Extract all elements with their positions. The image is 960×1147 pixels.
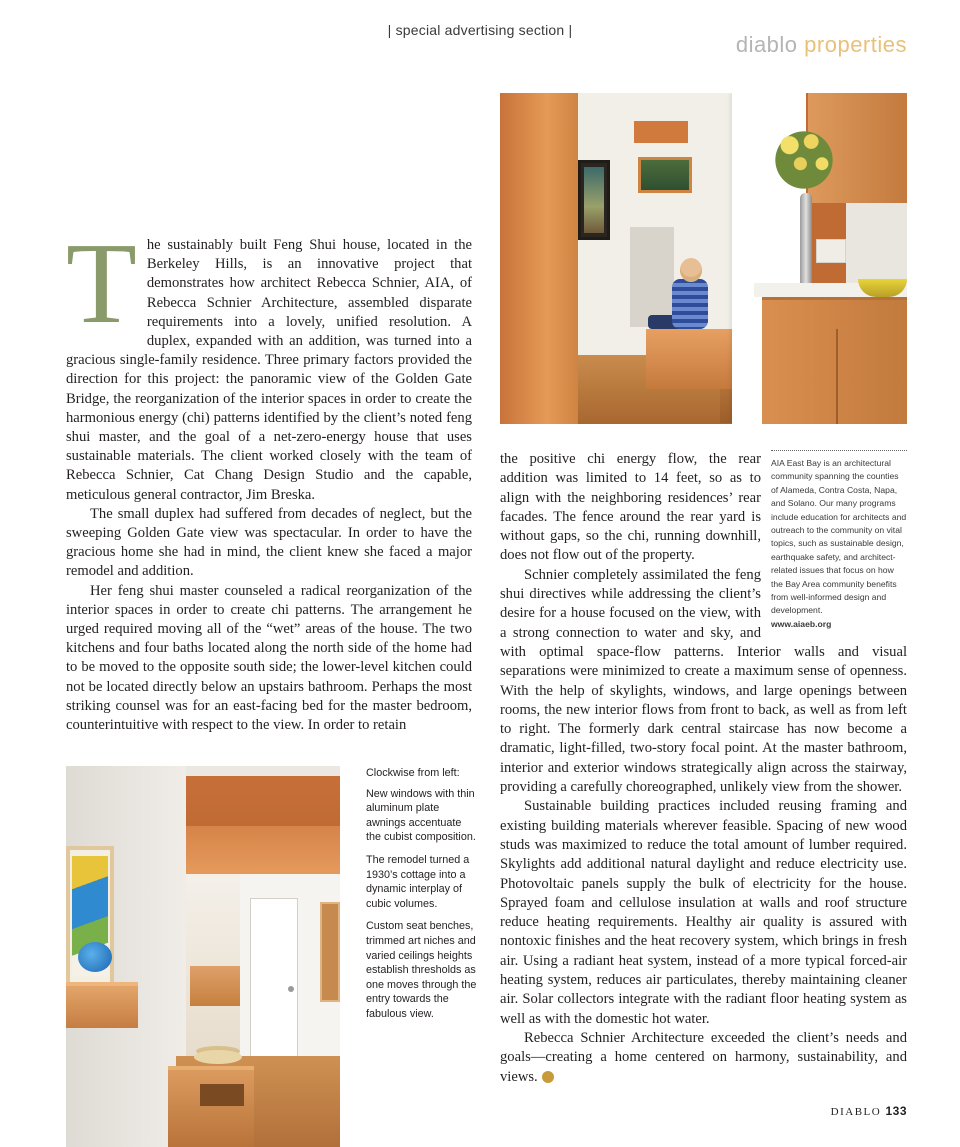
end-mark-icon: D [542, 1071, 554, 1083]
photo-ceiling-soffit [186, 826, 340, 874]
drop-cap: T [66, 220, 137, 348]
photo-staircase-interior [500, 93, 907, 424]
folio-magazine: DIABLO [830, 1106, 882, 1118]
photo-cabinet-seam [836, 329, 838, 424]
brand-suffix: properties [797, 32, 907, 57]
section-label: | special advertising section | [387, 22, 573, 38]
photo-seat-bench [646, 329, 732, 389]
photo-ceiling-beam [634, 121, 688, 143]
caption-item: Custom seat benches, trimmed art niches and varied ceilings heights establish thresholds as one moves through the entry towards the fabulous view. [366, 920, 477, 1020]
article-final-text: Rebecca Schnier Architecture exceeded the client’s needs and goals—creating a home centered on harmony, sustainability, and views. [500, 1029, 907, 1085]
caption-heading: Clockwise from left: [366, 767, 460, 779]
photo-vase [800, 193, 812, 285]
sidebar-url: www.aiaeb.org [771, 618, 832, 629]
photo-hat [194, 1050, 242, 1064]
photo-window [638, 157, 692, 193]
article-paragraph: The small duplex had suffered from decades of neglect, but the sweeping Golden Gate view was spectacular. In order to have the gracious home she had in mind, the client knew she faced a major remodel and addition. [66, 505, 472, 580]
article-paragraph: the positive chi energy flow, the rear addition was limited to 14 feet, so as to align with the neighboring residences’ rear facades. The fence around the rear yard is without gaps, so the chi, running downhill, does not flow out of the property. [500, 451, 761, 564]
article-left-column [66, 220, 472, 735]
aia-sidebar [771, 450, 907, 631]
magazine-section-brand [736, 32, 907, 58]
photo-caption [366, 766, 478, 1030]
photo-entry-bench [168, 1066, 254, 1147]
photo-entry-hall [66, 766, 340, 1147]
caption-item: The remodel turned a 1930’s cottage into a dynamic interplay of cubic volumes. [366, 853, 470, 910]
photo-bench-cubby [200, 1084, 244, 1106]
photo-child-head [680, 258, 702, 282]
article-paragraph-text: he sustainably built Feng Shui house, located in the Berkeley Hills, is an innovative project that demonstrates how architect Rebecca Schnier, AIA, of Rebecca Schnier Architecture, assembled disparate requirements into a lovely, unified resolution. A duplex, expanded with an addition, was turned into a gracious single-family residence. Three primary factors provided the direction for this project: the panoramic view of the Golden Gate Bridge, the reorganization of the interior spaces in order to create the harmonious energy (chi) patterns identified by the client’s noted feng shui master, and the goal of a net-zero-energy house that uses sustainable materials. The client worked closely with the team of Rebecca Schnier, Cat Chang Design Studio and the capable, meticulous general contractor, Jim Breska. [66, 237, 472, 503]
article-paragraph [66, 220, 472, 505]
photo-outlet [816, 239, 846, 263]
photo-kitchen-glimpse [190, 966, 240, 1006]
photo-child-body [672, 279, 708, 329]
article-right-column [500, 450, 907, 1087]
photo-doorway [630, 227, 674, 327]
photo-framed-art-image [584, 167, 604, 233]
photo-wood-panel [500, 93, 578, 424]
brand-prefix: diablo [735, 32, 798, 57]
article-final-paragraph [500, 1029, 907, 1087]
article-paragraph: Sustainable building practices included reusing framing and existing building materials wherever feasible. Spacing of new wood studs was maximized to reduce the total amount of lumber required. Skylights add additional natural daylight and reduce electricity use. Photovoltaic panels supply the bulk of electricity for the house. Sprayed foam and cellulose insulation at walls and roof structure reduce heating requirements. Healthy air quality is assured with nontoxic finishes and the heat recovery system, which brings in fresh air. Using a radiant heat system, instead of a more typical forced-air heating system, reduces air particulates, thereby maintaining cleaner air. Solar collectors integrate with the radiant floor heating system as well as with the domestic hot water. [500, 798, 907, 1027]
caption-item: New windows with thin aluminum plate awnings accentuate the cubist composition. [366, 787, 476, 844]
page-number: 133 [885, 1104, 907, 1118]
page-folio [831, 1104, 907, 1118]
sidebar-text: AIA East Bay is an architectural community spanning the counties of Alameda, Contra Costa, Napa, and Solano. Our many programs include education for architects and outreach to the community on vital topics, such as sustainable design, earthquake safety, and architect-related issues that focus on how the Bay Area community benefits from well-informed design and development. [771, 458, 907, 616]
photo-lower-cabinet [762, 297, 907, 424]
photo-art-niche [320, 902, 340, 1002]
photo-door-knob [288, 986, 294, 992]
photo-wood-shelf [66, 982, 138, 1028]
article-paragraph: Her feng shui master counseled a radical reorganization of the interior spaces in order to create chi patterns. The arrangement he urged required moving all of the “wet” areas of the house. The two kitchens and four baths located along the north side of the home had to be moved to the opposite south side; the lower-level kitchen could not be located directly below an upstairs bathroom. Perhaps the most striking counsel was for an east-facing bed for the master bedroom, counterintuitive with respect to the view. In order to retain [66, 582, 472, 734]
photo-flowers [768, 123, 840, 197]
photo-blue-vase [78, 942, 112, 972]
article-paragraph: Schnier completely assimilated the feng shui directives while addressing the client’s desire for a house focused on the view, with a strong connection to water and sky, and with optimal space-flow patterns. Interior walls and visual separations were minimized to create a maximum sense of openness. With the help of skylights, windows, and large openings between rooms, the new interior flows from front to back, as well as from left to right. The formerly dark central staircase has now become a dramatic, light-filled, two-story focal point. At the master bathroom, interior and exterior windows strategically align across the stairway, providing a carefully choreographed, unlikely view from the shower. [500, 566, 907, 796]
photo-framed-art [578, 160, 610, 240]
photo-white-door [250, 898, 298, 1060]
